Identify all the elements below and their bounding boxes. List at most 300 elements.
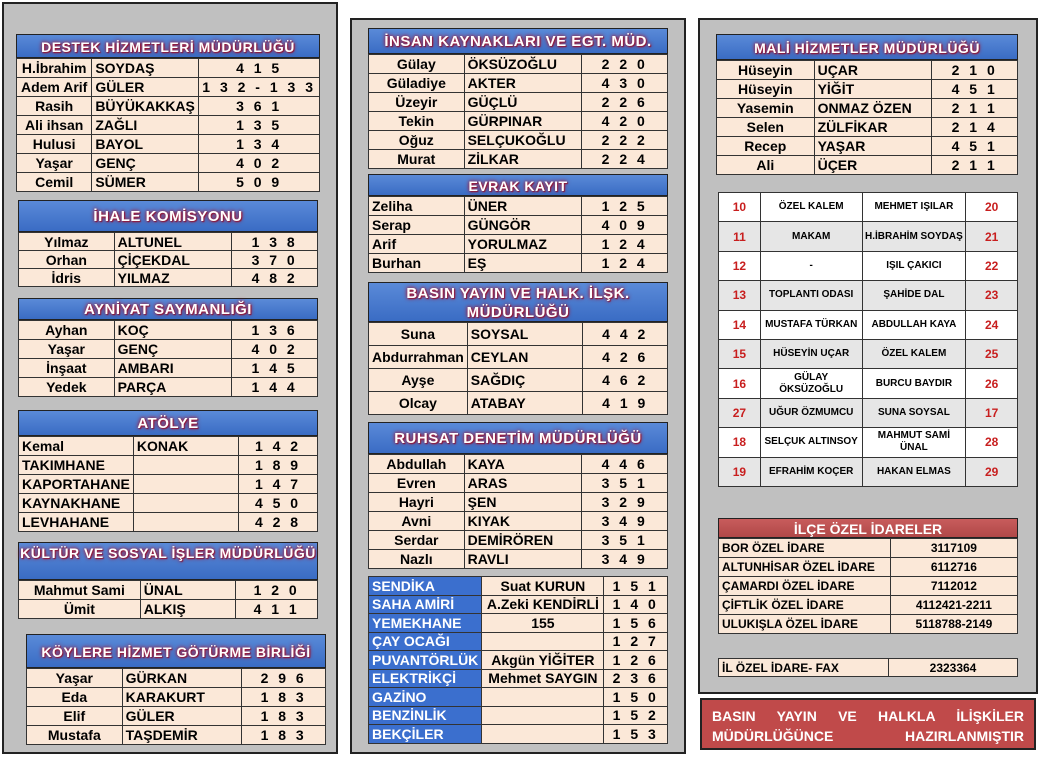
name-cell: Nazlı [369, 550, 465, 569]
value-cell: ÜNAL [140, 581, 236, 600]
value-cell: GÜÇLÜ [464, 93, 582, 112]
value-cell: ZİLKAR [464, 150, 582, 169]
table-row [717, 61, 1018, 80]
mali-title: MALİ HİZMETLER MÜDÜRLÜĞÜ [716, 34, 1018, 60]
table-row [369, 131, 668, 150]
kultur-title: KÜLTÜR VE SOSYAL İŞLER MÜDÜRLÜĞÜ [18, 542, 318, 580]
value-cell [482, 688, 604, 707]
table-row [369, 512, 668, 531]
kultur-section [18, 542, 318, 619]
extension-cell: 3 5 1 [582, 531, 668, 550]
ruhsat-section [368, 422, 668, 569]
name-cell: Adem Arif [17, 78, 92, 97]
extension-cell: 4 0 2 [199, 154, 320, 173]
table-row [19, 378, 318, 397]
name-cell: Avni [369, 512, 465, 531]
extension-cell: 2 1 1 [932, 156, 1018, 175]
value-cell: ALTUNEL [114, 233, 232, 251]
table-row [19, 359, 318, 378]
extension-cell: 1 5 2 [604, 706, 668, 725]
name-cell: BENZİNLİK [369, 706, 482, 725]
footer-note: BASIN YAYIN VE HALKLA İLİŞKİLER MÜDÜRLÜĞÜNCE HAZIRLANMIŞTIR [700, 698, 1036, 750]
table-row [369, 74, 668, 93]
insan-table [368, 54, 668, 169]
grid-row [719, 428, 1018, 457]
value-cell: YORULMAZ [464, 235, 582, 254]
name-cell: Yasemin [717, 99, 815, 118]
extension-cell: 4 3 0 [582, 74, 668, 93]
table-row [17, 116, 320, 135]
room-number: 29 [966, 457, 1018, 486]
ayniyat-title: AYNİYAT SAYMANLIĞI [18, 298, 318, 320]
value-cell: ÖKSÜZOĞLU [464, 55, 582, 74]
ihale-title: İHALE KOMİSYONU [18, 200, 318, 232]
table-row [17, 173, 320, 192]
table-row [717, 137, 1018, 156]
name-cell: Ali [717, 156, 815, 175]
name-cell: Arif [369, 235, 465, 254]
fax-number: 2323364 [889, 659, 1018, 677]
room-label: GÜLAY ÖKSÜZOĞLU [760, 369, 862, 398]
room-label: SELÇUK ALTINSOY [760, 428, 862, 457]
table-row [717, 80, 1018, 99]
extension-cell: 1 4 5 [232, 359, 318, 378]
extension-cell: 4 4 6 [582, 455, 668, 474]
name-cell: ÇİFTLİK ÖZEL İDARE [719, 596, 891, 615]
name-cell: BOR ÖZEL İDARE [719, 539, 891, 558]
grid-row [719, 339, 1018, 368]
value-cell: A.Zeki KENDİRLİ [482, 595, 604, 614]
grid-row [719, 310, 1018, 339]
evrak-title: EVRAK KAYIT [368, 174, 668, 196]
value-cell: Mehmet SAYGIN [482, 669, 604, 688]
extension-cell: 4 5 1 [932, 80, 1018, 99]
extension-cell: 4 8 2 [232, 269, 318, 287]
extension-cell: 2 2 0 [582, 55, 668, 74]
atolye-table [18, 436, 318, 532]
table-row [17, 97, 320, 116]
ayniyat-table [18, 320, 318, 397]
value-cell: ÜÇER [814, 156, 932, 175]
name-cell: KAYNAKHANE [19, 494, 134, 513]
table-row [719, 539, 1018, 558]
koylere-section [26, 634, 326, 745]
room-number: 13 [719, 281, 761, 310]
ihale-table [18, 232, 318, 287]
extension-cell: 4 2 0 [582, 112, 668, 131]
extension-cell: 1 4 7 [239, 475, 318, 494]
name-cell: Yaşar [17, 154, 92, 173]
value-cell: KONAK [133, 437, 238, 456]
value-cell: YILMAZ [114, 269, 232, 287]
extension-cell: 1 8 9 [239, 456, 318, 475]
table-row [27, 726, 326, 745]
atolye-section [18, 410, 318, 532]
name-cell: Serdar [369, 531, 465, 550]
basin-table [368, 322, 668, 415]
misc-section [368, 576, 668, 744]
table-row [17, 154, 320, 173]
name-cell: Oğuz [369, 131, 465, 150]
value-cell: EŞ [464, 254, 582, 273]
room-number: 14 [719, 310, 761, 339]
name-cell: ULUKIŞLA ÖZEL İDARE [719, 615, 891, 634]
table-row [369, 493, 668, 512]
table-row [27, 669, 326, 688]
name-cell: Suna [369, 323, 468, 346]
ilce-title: İLÇE ÖZEL İDARELER [718, 518, 1018, 538]
table-row [369, 93, 668, 112]
extension-cell: 2 1 0 [932, 61, 1018, 80]
room-number: 17 [966, 398, 1018, 427]
atolye-title: ATÖLYE [18, 410, 318, 436]
room-label: BURCU BAYDIR [862, 369, 966, 398]
extension-cell: 1 2 0 [236, 581, 318, 600]
koylere-title: KÖYLERE HİZMET GÖTÜRME BİRLİĞİ [26, 634, 326, 668]
value-cell: DEMİRÖREN [464, 531, 582, 550]
table-row [719, 596, 1018, 615]
room-number: 21 [966, 222, 1018, 251]
value-cell: GÜNGÖR [464, 216, 582, 235]
value-cell: KAYA [464, 455, 582, 474]
extension-cell: 4 2 8 [239, 513, 318, 532]
room-label: - [760, 251, 862, 280]
name-cell: Evren [369, 474, 465, 493]
name-cell: Ümit [19, 600, 141, 619]
grid-row [719, 193, 1018, 222]
value-cell: YİĞİT [814, 80, 932, 99]
extension-cell: 1 5 0 [604, 688, 668, 707]
table-row [19, 321, 318, 340]
room-number: 16 [719, 369, 761, 398]
room-label: HÜSEYİN UÇAR [760, 339, 862, 368]
value-cell: BAYOL [92, 135, 199, 154]
name-cell: Güladiye [369, 74, 465, 93]
value-cell: ARAS [464, 474, 582, 493]
extension-cell: 1 2 4 [582, 254, 668, 273]
room-number: 11 [719, 222, 761, 251]
fax-row [719, 659, 1018, 677]
room-label: H.İBRAHİM SOYDAŞ [862, 222, 966, 251]
extension-cell: 1 4 0 [604, 595, 668, 614]
extension-cell: 1 8 3 [242, 726, 326, 745]
value-cell: 6112716 [890, 558, 1017, 577]
name-cell: ALTUNHİSAR ÖZEL İDARE [719, 558, 891, 577]
table-row [19, 513, 318, 532]
grid-row [719, 222, 1018, 251]
table-row [369, 197, 668, 216]
room-label: IŞIL ÇAKICI [862, 251, 966, 280]
value-cell: ONMAZ ÖZEN [814, 99, 932, 118]
table-row [27, 688, 326, 707]
table-row [719, 577, 1018, 596]
room-number: 26 [966, 369, 1018, 398]
extension-cell: 3 5 1 [582, 474, 668, 493]
value-cell: RAVLI [464, 550, 582, 569]
table-row [19, 494, 318, 513]
room-label: ŞAHİDE DAL [862, 281, 966, 310]
value-cell: SOYSAL [467, 323, 583, 346]
room-number: 23 [966, 281, 1018, 310]
value-cell [482, 725, 604, 744]
table-row [19, 437, 318, 456]
mali-section [716, 34, 1018, 175]
extension-cell: 4 6 2 [583, 369, 668, 392]
value-cell [482, 632, 604, 651]
table-row [17, 59, 320, 78]
ruhsat-table [368, 454, 668, 569]
name-cell: Elif [27, 707, 123, 726]
extension-cell: 4 0 2 [232, 340, 318, 359]
extension-cell: 3 6 1 [199, 97, 320, 116]
value-cell: KARAKURT [122, 688, 242, 707]
extension-cell: 2 1 4 [932, 118, 1018, 137]
table-row [19, 251, 318, 269]
extension-cell: 4 0 9 [582, 216, 668, 235]
value-cell: BÜYÜKAKKAŞ [92, 97, 199, 116]
name-cell: ELEKTRİKÇİ [369, 669, 482, 688]
table-row [369, 150, 668, 169]
room-number: 22 [966, 251, 1018, 280]
table-row [19, 340, 318, 359]
ruhsat-title: RUHSAT DENETİM MÜDÜRLÜĞÜ [368, 422, 668, 454]
extension-cell: 2 2 2 [582, 131, 668, 150]
destek-section [16, 34, 320, 192]
value-cell: SAĞDIÇ [467, 369, 583, 392]
name-cell: Orhan [19, 251, 115, 269]
extension-cell: 1 3 4 [199, 135, 320, 154]
extension-cell: 1 2 7 [604, 632, 668, 651]
table-row [369, 369, 668, 392]
extension-cell: 2 1 1 [932, 99, 1018, 118]
value-cell: GÜRPINAR [464, 112, 582, 131]
name-cell: Zeliha [369, 197, 465, 216]
table-row [19, 269, 318, 287]
table-row [369, 651, 668, 670]
grid-row [719, 457, 1018, 486]
room-number: 28 [966, 428, 1018, 457]
name-cell: Eda [27, 688, 123, 707]
extension-cell: 1 3 2 - 1 3 3 [199, 78, 320, 97]
name-cell: Üzeyir [369, 93, 465, 112]
extension-cell: 3 7 0 [232, 251, 318, 269]
table-row [719, 615, 1018, 634]
value-cell: ŞEN [464, 493, 582, 512]
room-label: MEHMET IŞILAR [862, 193, 966, 222]
name-cell: TAKIMHANE [19, 456, 134, 475]
extension-cell: 4 1 1 [236, 600, 318, 619]
table-row [369, 577, 668, 596]
name-cell: H.İbrahim [17, 59, 92, 78]
table-row [19, 600, 318, 619]
destek-table [16, 58, 320, 192]
room-label: ABDULLAH KAYA [862, 310, 966, 339]
value-cell: KIYAK [464, 512, 582, 531]
table-row [19, 475, 318, 494]
value-cell: 5118788-2149 [890, 615, 1017, 634]
insan-section [368, 28, 668, 169]
name-cell: Yedek [19, 378, 115, 397]
value-cell: ZÜLFİKAR [814, 118, 932, 137]
extension-cell: 1 2 6 [604, 651, 668, 670]
name-cell: Kemal [19, 437, 134, 456]
room-label: MUSTAFA TÜRKAN [760, 310, 862, 339]
value-cell: ÜNER [464, 197, 582, 216]
table-row [369, 550, 668, 569]
name-cell: Hayri [369, 493, 465, 512]
evrak-section [368, 174, 668, 273]
name-cell: Abdullah [369, 455, 465, 474]
value-cell: ALKIŞ [140, 600, 236, 619]
extension-cell: 4 2 6 [583, 346, 668, 369]
value-cell: ÇİÇEKDAL [114, 251, 232, 269]
table-row [369, 55, 668, 74]
name-cell: Serap [369, 216, 465, 235]
grid-row [719, 398, 1018, 427]
name-cell: Rasih [17, 97, 92, 116]
value-cell: SÜMER [92, 173, 199, 192]
value-cell: GENÇ [92, 154, 199, 173]
room-label: SUNA SOYSAL [862, 398, 966, 427]
extension-cell: 4 1 9 [583, 392, 668, 415]
room-label: HAKAN ELMAS [862, 457, 966, 486]
name-cell: PUVANTÖRLÜK [369, 651, 482, 670]
extension-cell: 4 4 2 [583, 323, 668, 346]
extension-cell: 3 2 9 [582, 493, 668, 512]
extension-cell: 1 3 8 [232, 233, 318, 251]
name-cell: Hüseyin [717, 80, 815, 99]
value-cell: KOÇ [114, 321, 232, 340]
room-number: 24 [966, 310, 1018, 339]
table-row [19, 581, 318, 600]
table-row [369, 669, 668, 688]
table-row [19, 456, 318, 475]
room-number: 19 [719, 457, 761, 486]
basin-section [368, 282, 668, 415]
name-cell: Abdurrahman [369, 346, 468, 369]
room-number: 15 [719, 339, 761, 368]
table-row [369, 254, 668, 273]
room-number: 25 [966, 339, 1018, 368]
name-cell: Hulusi [17, 135, 92, 154]
misc-table [368, 576, 668, 744]
extension-cell: 1 2 4 [582, 235, 668, 254]
value-cell: YAŞAR [814, 137, 932, 156]
room-number: 10 [719, 193, 761, 222]
extension-cell: 2 2 4 [582, 150, 668, 169]
table-row [369, 725, 668, 744]
room-number: 18 [719, 428, 761, 457]
name-cell: Yaşar [19, 340, 115, 359]
table-row [369, 706, 668, 725]
room-grid-section [718, 192, 1018, 487]
name-cell: Recep [717, 137, 815, 156]
value-cell: 3117109 [890, 539, 1017, 558]
extension-cell: 2 2 6 [582, 93, 668, 112]
value-cell: 4112421-2211 [890, 596, 1017, 615]
table-row [369, 614, 668, 633]
name-cell: Ali ihsan [17, 116, 92, 135]
value-cell: CEYLAN [467, 346, 583, 369]
extension-cell: 1 5 6 [604, 614, 668, 633]
grid-row [719, 369, 1018, 398]
evrak-table [368, 196, 668, 273]
extension-cell: 4 1 5 [199, 59, 320, 78]
value-cell: Suat KURUN [482, 577, 604, 596]
table-row [369, 346, 668, 369]
room-grid-table [718, 192, 1018, 487]
table-row [27, 707, 326, 726]
extension-cell: 2 9 6 [242, 669, 326, 688]
extension-cell: 1 8 3 [242, 688, 326, 707]
value-cell [482, 706, 604, 725]
room-label: EFRAHİM KOÇER [760, 457, 862, 486]
extension-cell: 1 4 4 [232, 378, 318, 397]
table-row [369, 595, 668, 614]
extension-cell: 1 8 3 [242, 707, 326, 726]
grid-row [719, 281, 1018, 310]
fax-table [718, 658, 1018, 677]
ilce-section [718, 518, 1018, 634]
value-cell: PARÇA [114, 378, 232, 397]
name-cell: SENDİKA [369, 577, 482, 596]
value-cell: ATABAY [467, 392, 583, 415]
value-cell: GÜLER [92, 78, 199, 97]
table-row [369, 688, 668, 707]
value-cell [133, 513, 238, 532]
room-label: MAKAM [760, 222, 862, 251]
room-number: 27 [719, 398, 761, 427]
value-cell: SOYDAŞ [92, 59, 199, 78]
name-cell: KAPORTAHANE [19, 475, 134, 494]
fax-label: İL ÖZEL İDARE- FAX [719, 659, 889, 677]
extension-cell: 4 5 0 [239, 494, 318, 513]
extension-cell: 4 5 1 [932, 137, 1018, 156]
value-cell: Akgün YİĞİTER [482, 651, 604, 670]
name-cell: Yaşar [27, 669, 123, 688]
name-cell: Cemil [17, 173, 92, 192]
destek-title: DESTEK HİZMETLERİ MÜDÜRLÜĞÜ [16, 34, 320, 58]
extension-cell: 2 3 6 [604, 669, 668, 688]
room-label: MAHMUT SAMİ ÜNAL [862, 428, 966, 457]
room-number: 12 [719, 251, 761, 280]
value-cell: GENÇ [114, 340, 232, 359]
table-row [369, 112, 668, 131]
table-row [17, 135, 320, 154]
value-cell: TAŞDEMİR [122, 726, 242, 745]
name-cell: Ayhan [19, 321, 115, 340]
extension-cell: 1 5 3 [604, 725, 668, 744]
name-cell: Hüseyin [717, 61, 815, 80]
table-row [369, 392, 668, 415]
room-label: ÖZEL KALEM [760, 193, 862, 222]
grid-row [719, 251, 1018, 280]
value-cell [133, 494, 238, 513]
room-label: TOPLANTI ODASI [760, 281, 862, 310]
name-cell: Yılmaz [19, 233, 115, 251]
value-cell: SELÇUKOĞLU [464, 131, 582, 150]
name-cell: GAZİNO [369, 688, 482, 707]
name-cell: Mahmut Sami [19, 581, 141, 600]
name-cell: ÇAY OCAĞI [369, 632, 482, 651]
table-row [719, 558, 1018, 577]
table-row [369, 455, 668, 474]
value-cell: GÜLER [122, 707, 242, 726]
value-cell [133, 475, 238, 494]
table-row [17, 78, 320, 97]
value-cell: UÇAR [814, 61, 932, 80]
name-cell: ÇAMARDI ÖZEL İDARE [719, 577, 891, 596]
